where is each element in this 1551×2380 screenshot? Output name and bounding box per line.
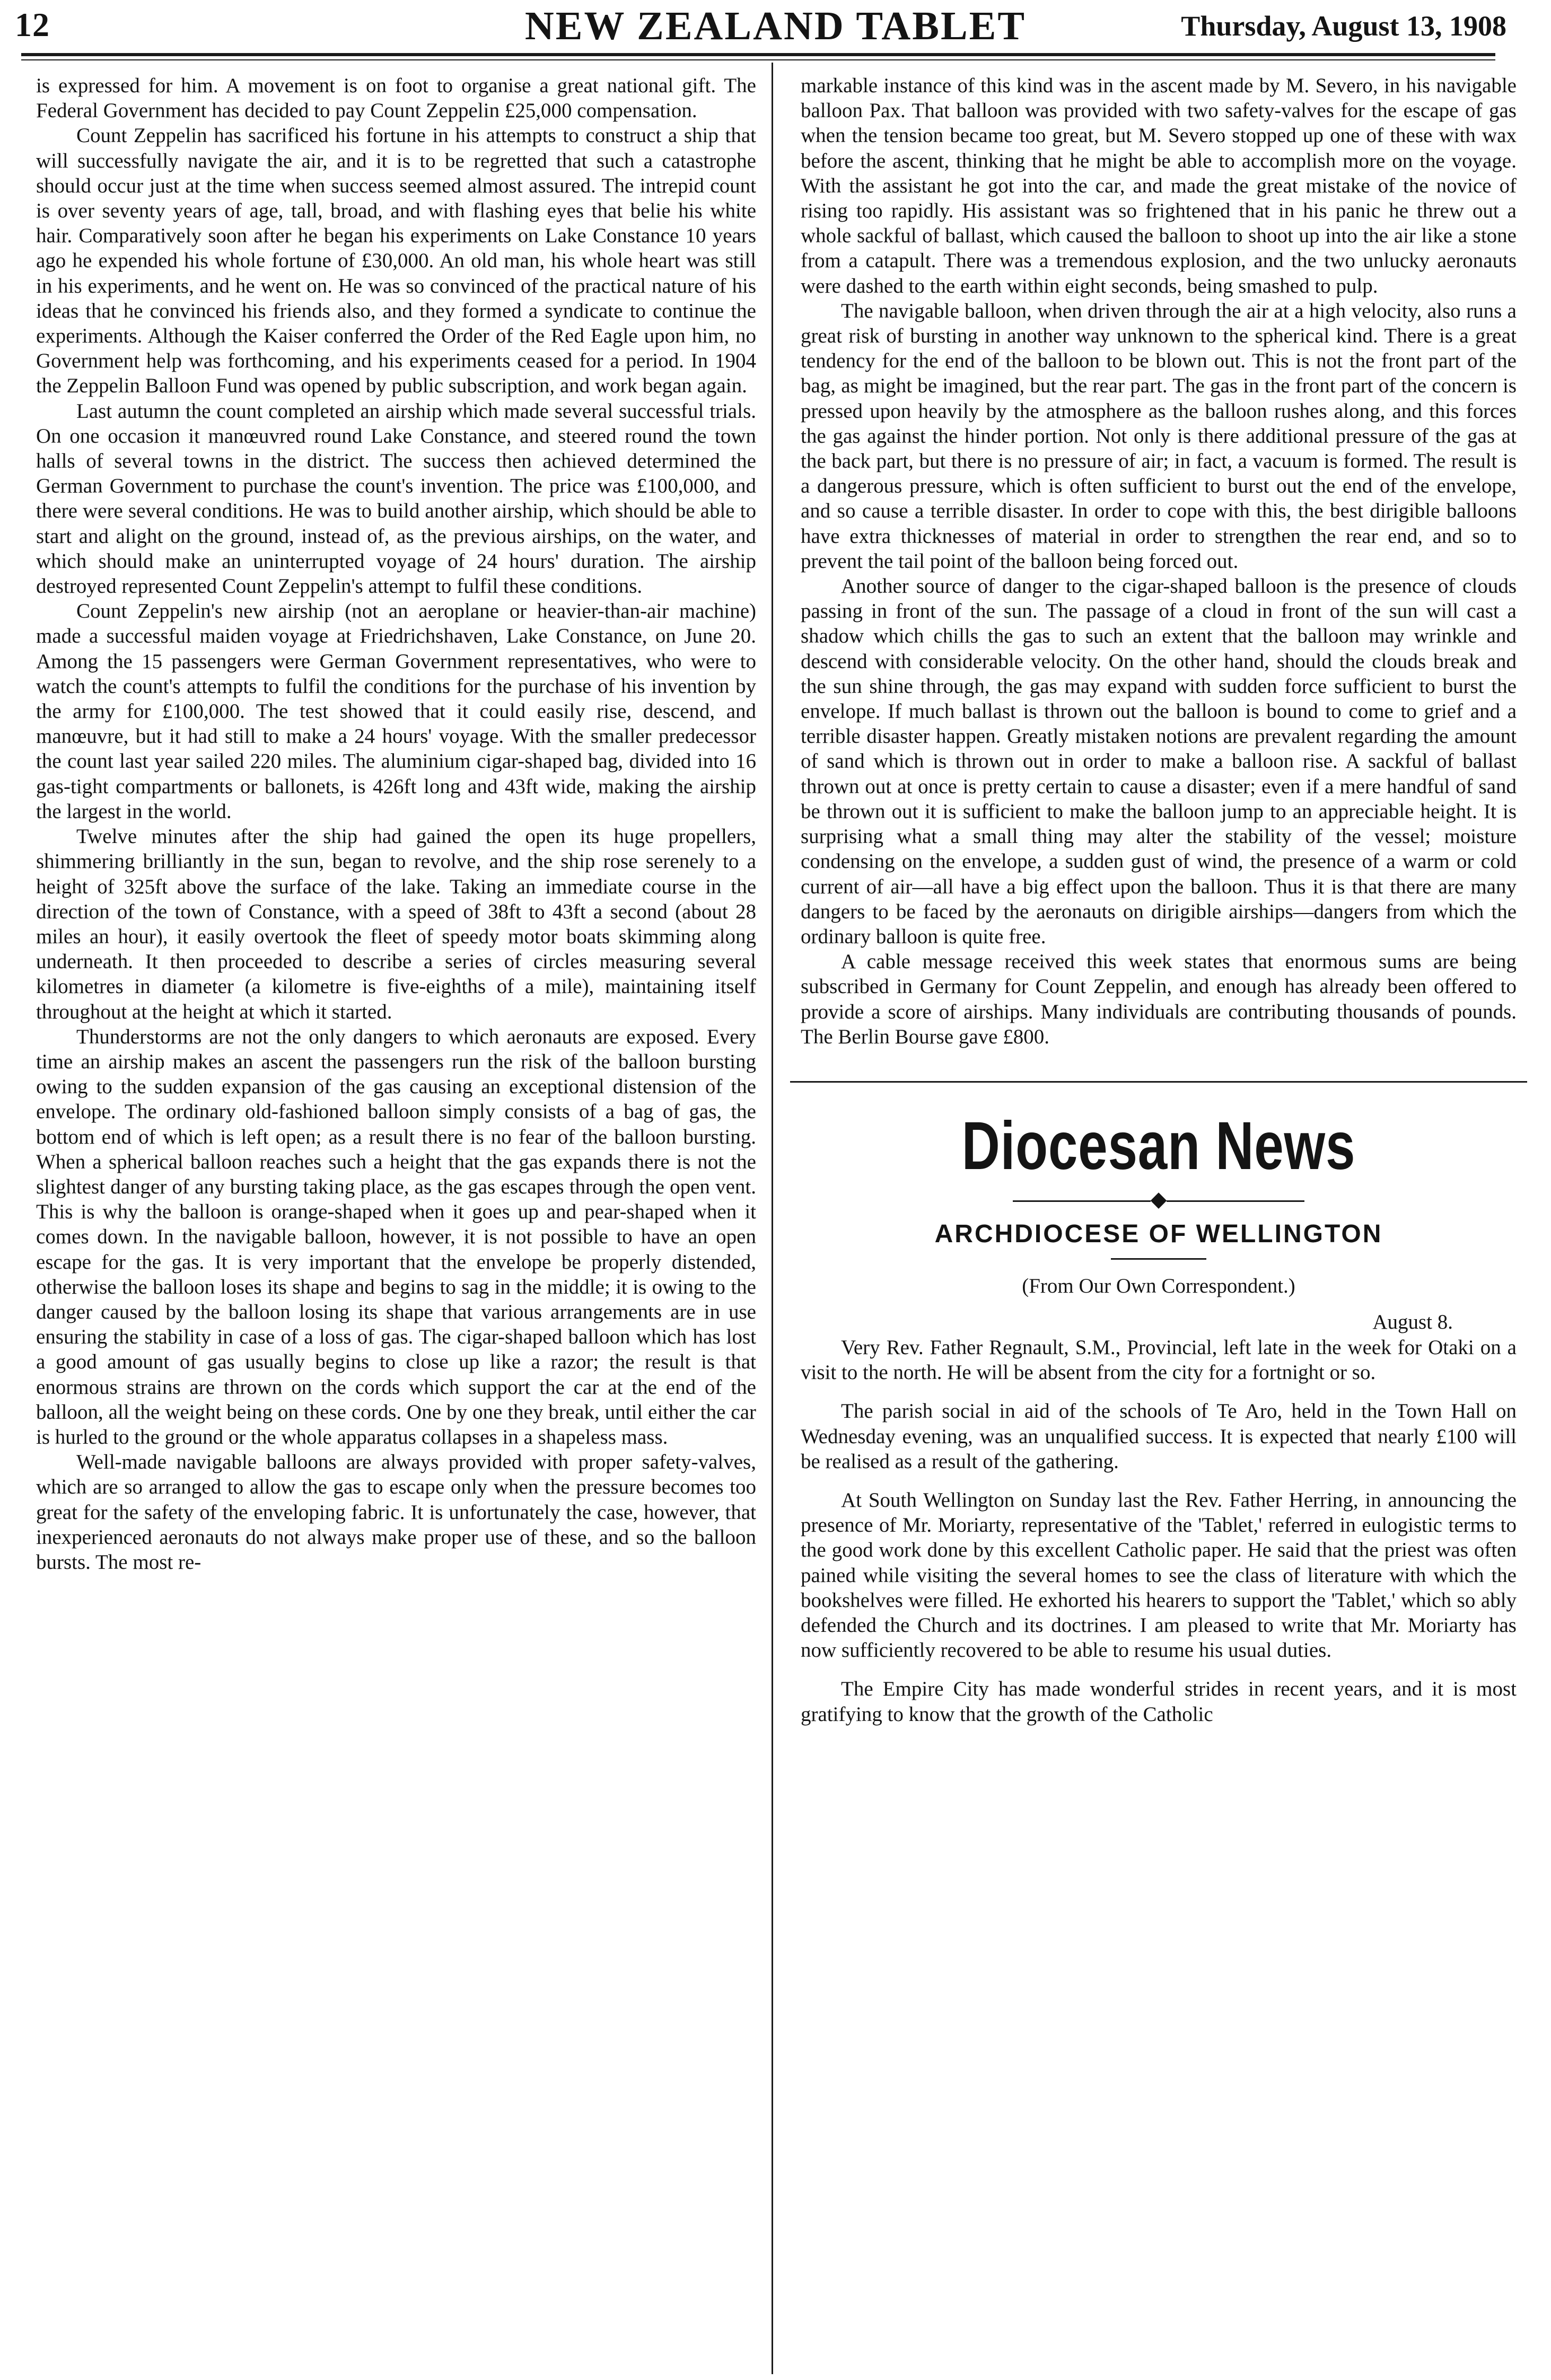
news-paragraph: The parish social in aid of the schools of Te Aro, held in the Town Hall on Wednesday evening, was an unqualified success. It is expected that nearly £100 will be realised as a result of the gathering. <box>801 1400 1517 1473</box>
diamond-icon: ◆ <box>1150 1187 1167 1211</box>
newspaper-title: NEW ZEALAND TABLET <box>524 4 1027 48</box>
news-paragraph: Very Rev. Father Regnault, S.M., Provincial, left late in the week for Otaki on a visit to the north. He will be absent from the city for a fortnight or so. <box>801 1336 1517 1384</box>
article-paragraph: Count Zeppelin has sacrificed his fortune in his attempts to construct a ship that will successfully navigate the air, and it is to be regretted that such a catastrophe should occur just at the time when success seemed almost assured. The intrepid count is over seventy years of age, tall, broad, and with flashing eyes that belie his white hair. Comparatively soon after he began his experiments on Lake Constance 10 years ago he expended his whole fortune of £30,000. An old man, his whole heart was still in his experiments, and he went on. He was so convinced of the practical nature of his ideas that he convinced his friends also, and they formed a syndicate to continue the experiments. Although the Kaiser conferred the Order of the Red Eagle upon him, no Government help was forthcoming, and his experiments ceased for a period. In 1904 the Zeppelin Balloon Fund was opened by public subscription, and work began again. <box>36 124 756 398</box>
article-paragraph: is expressed for him. A movement is on foot to organise a great national gift. The Federal Government has decided to pay Count Zeppelin £25,000 compensation. <box>36 74 756 122</box>
short-divider <box>1111 1258 1206 1260</box>
news-paragraph: The Empire City has made wonderful strides in recent years, and it is most gratifying to know that the growth of the Catholic <box>801 1678 1517 1726</box>
article-paragraph: Thunderstorms are not the only dangers to which aeronauts are exposed. Every time an airship makes an ascent the passengers run the risk of the balloon bursting owing to the sudden expansion of the gas causing an exceptional distension of the envelope. The ordinary old-fashioned balloon simply consists of a bag of gas, the bottom end of which is left open; as a result there is no fear of the balloon bursting. When a spherical balloon reaches such a height that the gas expands there is not the slightest danger of any bursting taking place, as the gas escapes through the open vent. This is why the balloon is orange-shaped when it goes up and pear-shaped when it comes down. In the navigable balloon, however, it is not possible to have an open escape for the gas. It is very important that the envelope be properly distended, otherwise the balloon loses its shape and begins to sag in the middle; it is owing to the danger caused by the balloon losing its shape that various arrangements are in use ensuring the stability in case of a loss of gas. The cigar-shaped balloon which has lost a good amount of gas usually begins to close up like a razor; the result is that enormous strains are thrown on the cords which support the car at the end of the balloon, all the weight being on these cords. One by one they break, until either the car is hurled to the ground or the whole apparatus collapses in a shapeless mass. <box>36 1025 756 1448</box>
news-paragraph: At South Wellington on Sunday last the Rev. Father Herring, in announcing the presence of Mr. Moriarty, representative of the 'Tablet,' referred in eulogistic terms to the good work done by this excellent Catholic paper. He said that the priest was often pained while visiting the several homes to see the class of literature with which the bookshelves were filled. He exhorted his hearers to support the 'Tablet,' which so ably defended the Church and its doctrines. I am pleased to write that Mr. Moriarty has now sufficiently recovered to be able to resume his usual duties. <box>801 1488 1517 1662</box>
article-paragraph: Last autumn the count completed an airship which made several successful trials. On one occasion it manœuvred round Lake Constance, and steered round the town halls of several towns in the district. The success then achieved determined the German Government to purchase the count's invention. The price was £100,000, and there were several conditions. He was to build another airship, which should be able to start and alight on the ground, instead of, as the previous airships, on the water, and which should make an uninterrupted voyage of 24 hours' duration. The airship destroyed represented Count Zeppelin's attempt to fulfil these conditions. <box>36 399 756 598</box>
masthead-rule-thin <box>21 59 1495 60</box>
article-paragraph: Well-made navigable balloons are always provided with proper safety-valves, which are so arranged to allow the gas to escape only when the pressure becomes too great for the safety of the enveloping fabric. It is unfortunately the case, however, that inexperienced aeronauts do not always make proper use of these, and so the balloon bursts. The most re- <box>36 1451 756 1574</box>
article-paragraph: A cable message received this week states that enormous sums are being subscribed in Germany for Count Zeppelin, and enough has already been offered to provide a score of airships. Many individuals are contributing thousands of pounds. The Berlin Bourse gave £800. <box>801 950 1517 1048</box>
column-divider <box>772 63 773 2374</box>
section-heading: Diocesan News <box>961 1108 1356 1184</box>
left-column <box>36 73 756 1575</box>
article-paragraph: Another source of danger to the cigar-shaped balloon is the presence of clouds passing in front of the sun. The passage of a cloud in front of the sun will cast a shadow which chills the gas to such an extent that the balloon may wrinkle and descend with considerable velocity. On the other hand, should the clouds break and the sun shine through, the gas may expand with sudden force sufficient to burst the envelope. If much ballast is thrown out the balloon is bound to come to grief and a terrible disaster happen. Greatly mistaken notions are prevalent regarding the amount of sand which is thrown out in order to make a balloon rise. A sackful of ballast thrown out at once is pretty certain to cause a disaster; even if a mere handful of sand be thrown out it is sufficient to make the balloon jump to an appreciable height. It is surprising what a small thing may alter the stability of the vessel; moisture condensing on the envelope, a sudden gust of wind, the presence of a warm or cold current of air—all have a big effect upon the balloon. Thus it is that there are many dangers to be faced by the aeronauts on dirigible airships—dangers from which the ordinary balloon is quite free. <box>801 575 1517 948</box>
issue-date: Thursday, August 13, 1908 <box>1181 10 1506 42</box>
masthead <box>0 0 1551 59</box>
diocesan-news-section <box>801 1081 1517 1727</box>
article-paragraph: The navigable balloon, when driven through the air at a high velocity, also runs a great risk of bursting in another way unknown to the spherical kind. There is a great tendency for the end of the balloon to be blown out. This is not the front part of the bag, as might be imagined, but the rear part. The gas in the front part of the concern is pressed upon heavily by the atmosphere as the balloon rushes along, and this forces the gas against the hinder portion. Not only is there additional pressure of the gas at the back part, but there is no pressure of air; in fact, a vacuum is formed. The result is a dangerous pressure, which is often sufficient to burst out the end of the envelope, and so cause a terrible disaster. In order to cope with this, the best dirigible balloons have extra thicknesses of material in order to strengthen the rear end, and so to prevent the tail point of the balloon being forced out. <box>801 299 1517 573</box>
byline: (From Our Own Correspondent.) <box>1022 1274 1295 1297</box>
section-subheading: ARCHDIOCESE OF WELLINGTON <box>934 1219 1383 1248</box>
masthead-rule <box>21 53 1495 56</box>
article-paragraph: Count Zeppelin's new airship (not an aeroplane or heavier-than-air machine) made a successful maiden voyage at Friedrichshaven, Lake Constance, on June 20. Among the 15 passengers were German Government representatives, who were to watch the count's attempts to fulfil the conditions for the purchase of his invention by the army for £100,000. The test showed that it could easily rise, descend, and manœuvre, but it had still to make a 24 hours' voyage. With the smaller predecessor the count last year sailed 220 miles. The aluminium cigar-shaped bag, divided into 16 gas-tight compartments or ballonets, is 426ft long and 43ft wide, making the airship the largest in the world. <box>36 600 756 823</box>
article-paragraph: markable instance of this kind was in the ascent made by M. Severo, in his navigable balloon Pax. That balloon was provided with two safety-valves for the escape of gas when the tension became too great, but M. Severo stopped up one of these with wax before the ascent, thinking that he might be able to accomplish more on the voyage. With the assistant he got into the car, and made the great mistake of the novice of rising too rapidly. His assistant was so frightened that in his panic he threw out a whole sackful of ballast, which caused the balloon to shoot up into the air like a stone from a catapult. There was a tremendous explosion, and the two unlucky aeronauts were dashed to the earth within eight seconds, being smashed to pulp. <box>801 74 1517 297</box>
page-number: 12 <box>15 6 50 43</box>
ornament-divider <box>801 1189 1517 1210</box>
right-column <box>801 73 1517 1727</box>
dateline: August 8. <box>1372 1310 1453 1333</box>
section-divider <box>790 1081 1527 1083</box>
article-paragraph: Twelve minutes after the ship had gained the open its huge propellers, shimmering brilliantly in the sun, began to revolve, and the ship rose serenely to a height of 325ft above the surface of the lake. Taking an immediate course in the direction of the town of Constance, with a speed of 38ft to 43ft a second (about 28 miles an hour), it easily overtook the fleet of speedy motor boats skimming along underneath. It then proceeded to describe a series of circles measuring several kilometres in diameter (a kilometre is five-eighths of a mile), maintaining itself throughout at the height at which it started. <box>36 825 756 1023</box>
